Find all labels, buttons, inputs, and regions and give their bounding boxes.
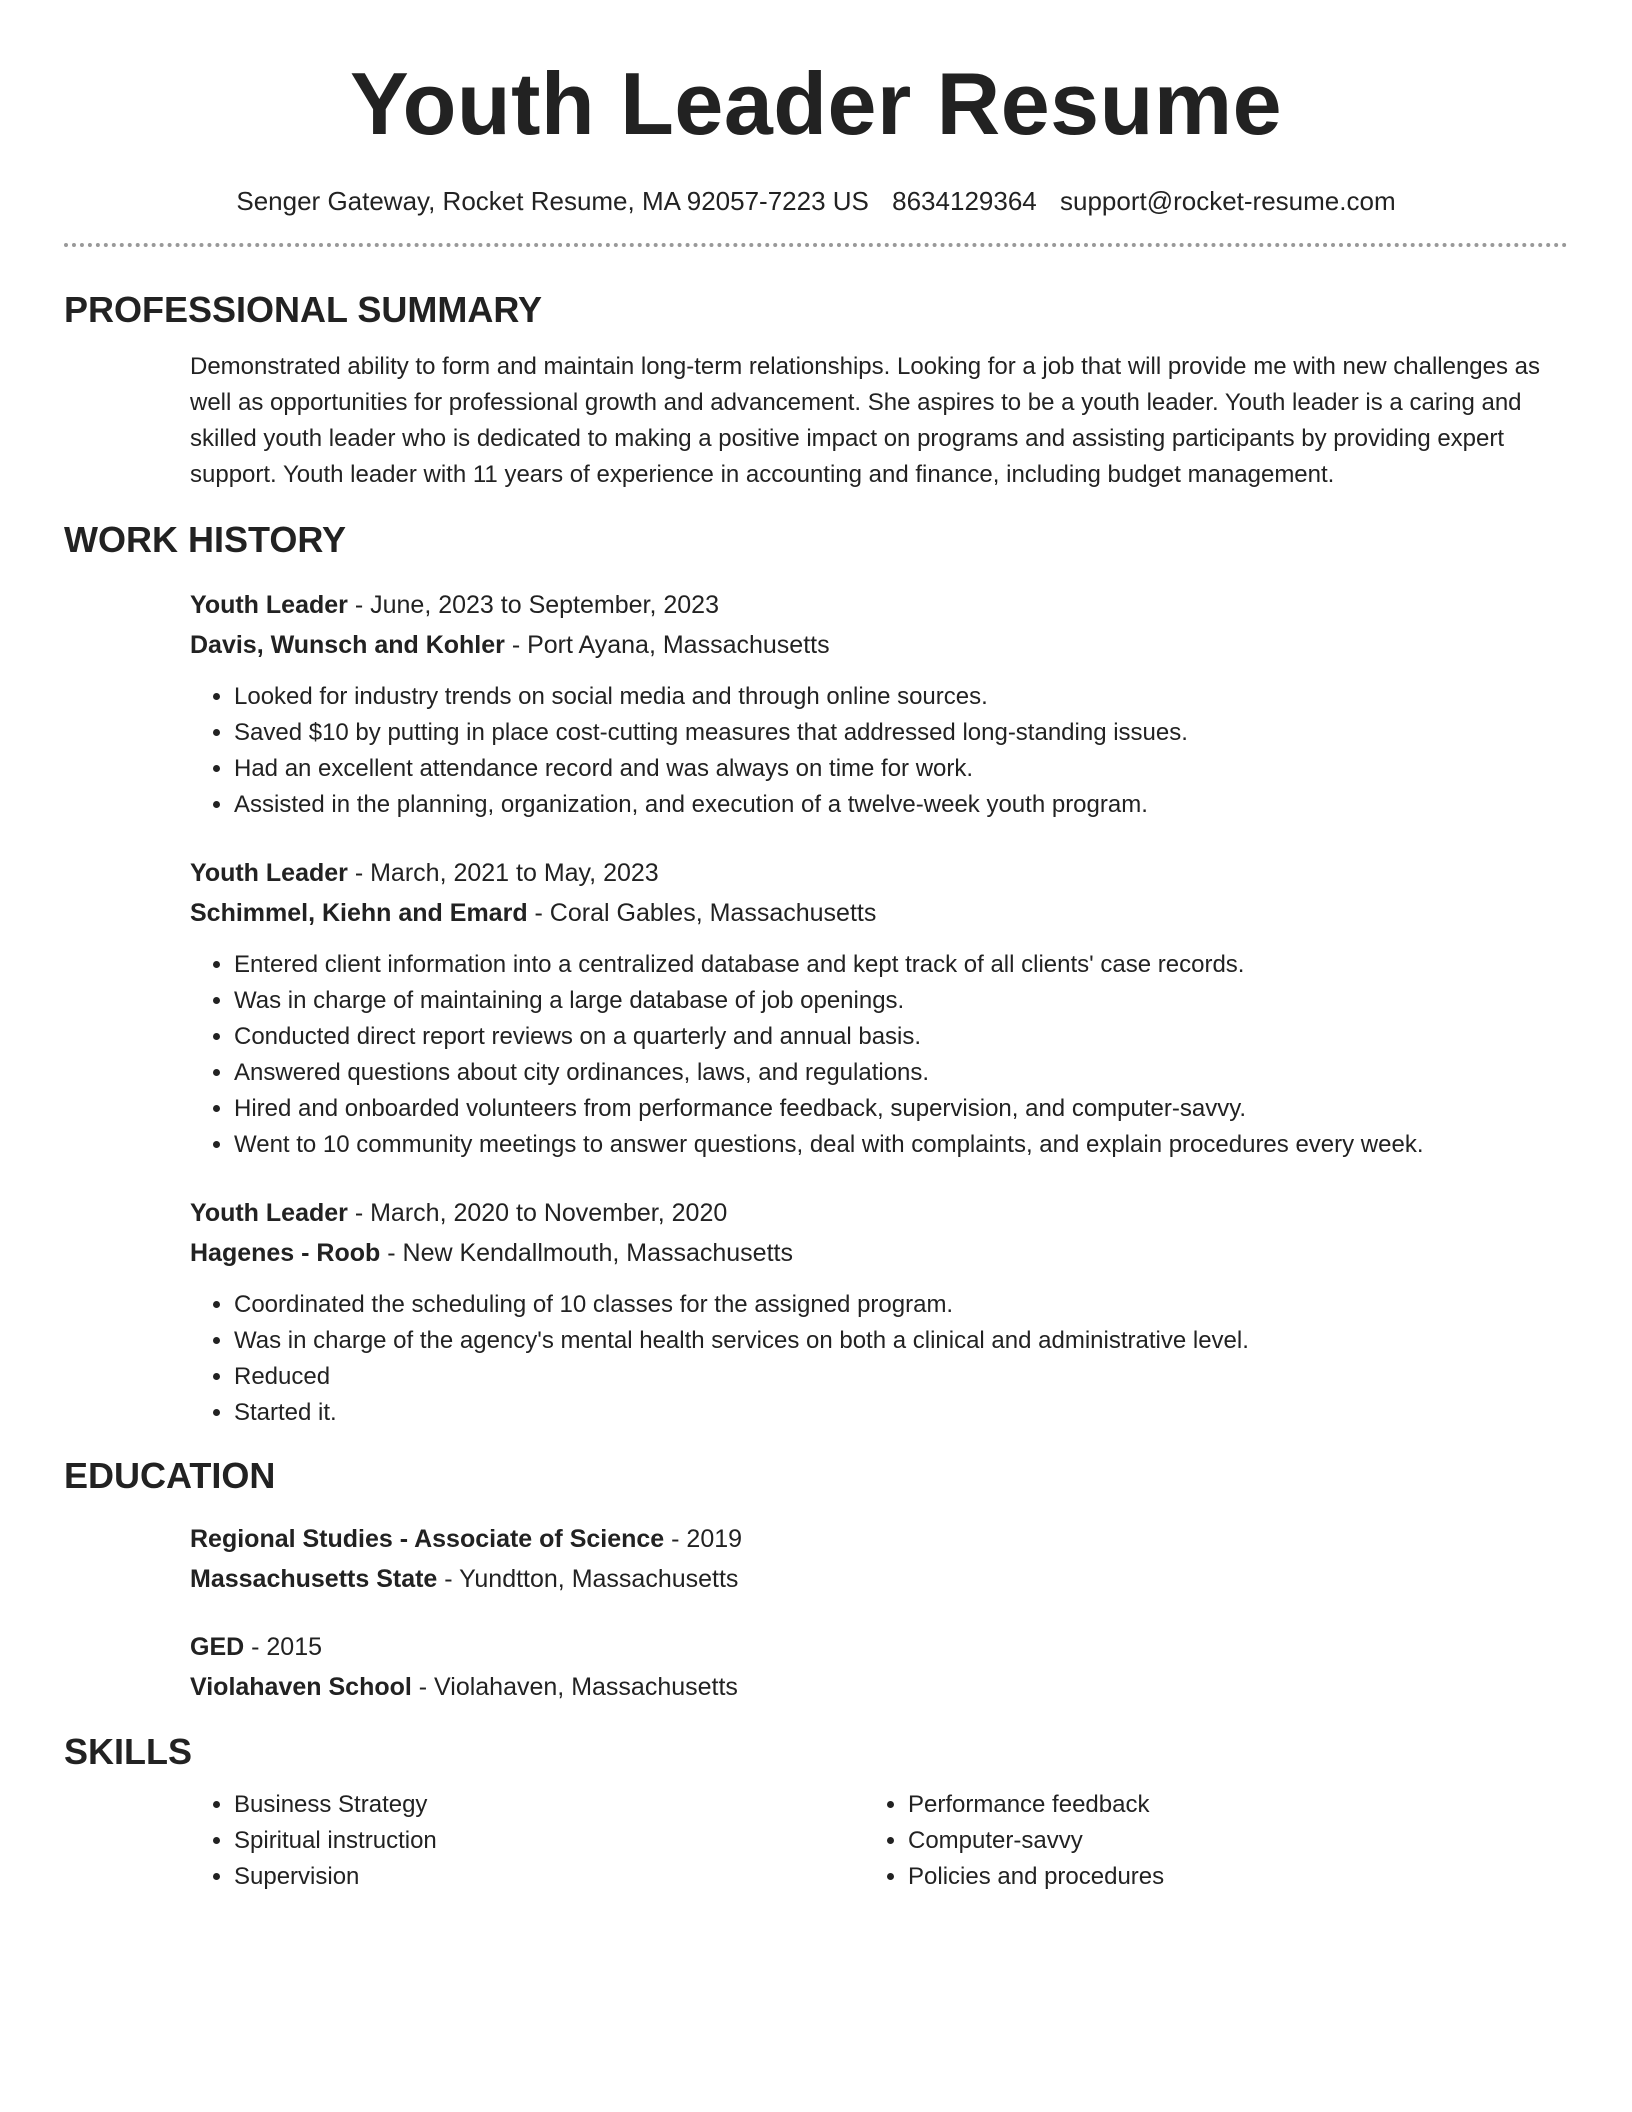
education-school: Violahaven School bbox=[190, 1673, 412, 1701]
list-item: • Hired and onboarded volunteers from performance feedback, supervision, and computer-savvy. bbox=[234, 1091, 1568, 1127]
job-title: Youth Leader bbox=[190, 859, 348, 887]
job-title-line bbox=[190, 853, 1568, 893]
education-year: - 2019 bbox=[664, 1525, 743, 1553]
list-item: • Was in charge of the agency's mental health services on both a clinical and administrative level. bbox=[234, 1323, 1568, 1359]
work-history-heading: WORK HISTORY bbox=[64, 519, 347, 560]
education-heading: EDUCATION bbox=[64, 1455, 276, 1496]
skill-item: • Business Strategy bbox=[234, 1787, 864, 1823]
list-item: • Looked for industry trends on social media and through online sources. bbox=[234, 679, 1568, 715]
job-title-line bbox=[190, 585, 1568, 625]
skill-item: • Supervision bbox=[234, 1859, 864, 1895]
skill-item: • Policies and procedures bbox=[908, 1859, 1538, 1895]
list-item: • Coordinated the scheduling of 10 classes for the assigned program. bbox=[234, 1287, 1568, 1323]
job-company: Hagenes - Roob bbox=[190, 1239, 381, 1267]
job-bullets bbox=[190, 947, 1568, 1163]
skills-column-right bbox=[864, 1787, 1538, 1895]
resume-title: Youth Leader Resume bbox=[349, 54, 1283, 153]
job-company: Schimmel, Kiehn and Emard bbox=[190, 899, 528, 927]
skills-column-left bbox=[190, 1787, 864, 1895]
skills-heading: SKILLS bbox=[64, 1731, 193, 1772]
summary-text: Demonstrated ability to form and maintain long-term relationships. Looking for a job that will provide me with new challenges as well as opportunities for professional growth and advancement. She aspires to be a youth leader. Youth leader is a caring and skilled youth leader who is dedicated to making a positive impact on programs and assisting participants by providing expert support. Youth leader with 11 years of experience in accounting and finance, including budget management. bbox=[190, 353, 1541, 488]
list-item: • Started it. bbox=[234, 1395, 1568, 1431]
job-dates: - March, 2021 to May, 2023 bbox=[347, 859, 659, 887]
education-entry bbox=[190, 1627, 1568, 1707]
education-school: Massachusetts State bbox=[190, 1565, 438, 1593]
list-item: • Assisted in the planning, organization, and execution of a twelve-week youth program. bbox=[234, 787, 1568, 823]
job-bullets bbox=[190, 1287, 1568, 1431]
list-item: • Entered client information into a centralized database and kept track of all clients' case records. bbox=[234, 947, 1568, 983]
contact-line bbox=[64, 186, 1568, 217]
header-divider bbox=[64, 243, 1568, 247]
education-degree: GED bbox=[190, 1633, 245, 1661]
job-company-line bbox=[190, 893, 1568, 933]
list-item: • Went to 10 community meetings to answer questions, deal with complaints, and explain procedures every week. bbox=[234, 1127, 1568, 1163]
education-location: - Yundtton, Massachusetts bbox=[437, 1565, 739, 1593]
education-year: - 2015 bbox=[244, 1633, 323, 1661]
education-degree-line bbox=[190, 1627, 1568, 1667]
job-company: Davis, Wunsch and Kohler bbox=[190, 631, 505, 659]
contact-phone: 8634129364 bbox=[892, 186, 1037, 216]
education-school-line bbox=[190, 1559, 1568, 1599]
list-item: • Reduced bbox=[234, 1359, 1568, 1395]
job-location: - Coral Gables, Massachusetts bbox=[527, 899, 877, 927]
contact-email: support@rocket-resume.com bbox=[1059, 186, 1396, 216]
contact-address: Senger Gateway, Rocket Resume, MA 92057-7223 US bbox=[236, 186, 869, 216]
list-item: • Saved $10 by putting in place cost-cutting measures that addressed long-standing issues. bbox=[234, 715, 1568, 751]
list-item: • Conducted direct report reviews on a quarterly and annual basis. bbox=[234, 1019, 1568, 1055]
job-company-line bbox=[190, 1233, 1568, 1273]
education-degree-line bbox=[190, 1519, 1568, 1559]
job-location: - New Kendallmouth, Massachusetts bbox=[380, 1239, 793, 1267]
skill-item: • Performance feedback bbox=[908, 1787, 1538, 1823]
job-title-line bbox=[190, 1193, 1568, 1233]
job-entry bbox=[190, 853, 1568, 1163]
job-dates: - March, 2020 to November, 2020 bbox=[347, 1199, 728, 1227]
job-title: Youth Leader bbox=[190, 591, 348, 619]
list-item: • Answered questions about city ordinances, laws, and regulations. bbox=[234, 1055, 1568, 1091]
education-degree: Regional Studies - Associate of Science bbox=[190, 1525, 665, 1553]
job-entry bbox=[190, 1193, 1568, 1431]
job-company-line bbox=[190, 625, 1568, 665]
job-dates: - June, 2023 to September, 2023 bbox=[347, 591, 719, 619]
education-location: - Violahaven, Massachusetts bbox=[411, 1673, 738, 1701]
summary-heading: PROFESSIONAL SUMMARY bbox=[64, 289, 543, 330]
education-entry bbox=[190, 1519, 1568, 1599]
skill-item: • Spiritual instruction bbox=[234, 1823, 864, 1859]
job-entry bbox=[190, 585, 1568, 823]
job-location: - Port Ayana, Massachusetts bbox=[504, 631, 830, 659]
education-school-line bbox=[190, 1667, 1568, 1707]
job-bullets bbox=[190, 679, 1568, 823]
list-item: • Had an excellent attendance record and was always on time for work. bbox=[234, 751, 1568, 787]
skill-item: • Computer-savvy bbox=[908, 1823, 1538, 1859]
job-title: Youth Leader bbox=[190, 1199, 348, 1227]
list-item: • Was in charge of maintaining a large database of job openings. bbox=[234, 983, 1568, 1019]
skills-list bbox=[190, 1787, 1568, 1895]
